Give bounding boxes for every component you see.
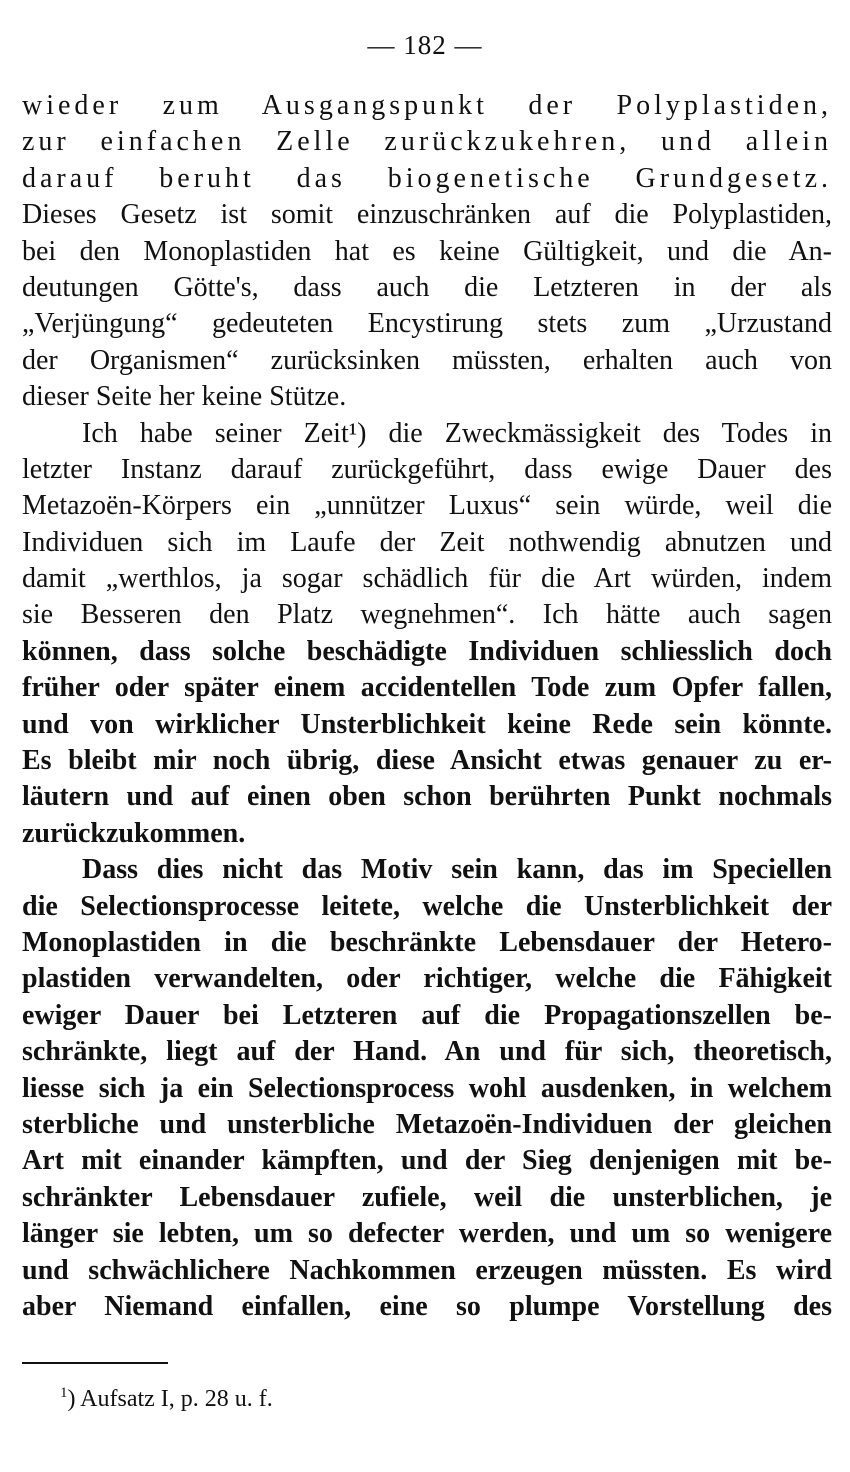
text-line: sie Besseren den Platz wegnehmen“. Ich hätte auch sagen (22, 599, 832, 631)
text-line: Metazoën-Körpers ein „unnützer Luxus“ sein würde, weil die (22, 490, 832, 522)
text-line: wieder zum Ausgangspunkt der Polyplastiden, (22, 90, 832, 121)
footnote (60, 1385, 273, 1413)
text-line: liesse sich ja ein Selectionsprocess wohl ausdenken, in welchem (22, 1072, 832, 1104)
text-line: letzter Instanz darauf zurückgeführt, dass ewige Dauer des (22, 453, 832, 485)
text-line: Dieses Gesetz ist somit einzuschränken auf die Polyplastiden, (22, 199, 832, 231)
text-line: schränkter Lebensdauer zufiele, weil die unsterblichen, je (22, 1181, 832, 1213)
text-line: länger sie lebten, um so defecter werden, und um so wenigere (22, 1218, 832, 1250)
text-line: Monoplastiden in die beschränkte Lebensdauer der Hetero- (22, 926, 832, 958)
text-line: läutern und auf einen oben schon berührten Punkt nochmals (22, 781, 832, 813)
text-line: Art mit einander kämpften, und der Sieg denjenigen mit be- (22, 1145, 832, 1177)
text-line: damit „werthlos, ja sogar schädlich für die Art würden, indem (22, 563, 832, 595)
text-line: dieser Seite her keine Stütze. (22, 381, 347, 413)
page-number: — 182 — (367, 30, 483, 60)
text-line: früher oder später einem accidentellen Tode zum Opfer fallen, (22, 672, 832, 704)
footnote-text: ) Aufsatz I, p. 28 u. f. (67, 1386, 273, 1412)
footnote-divider (22, 1362, 168, 1364)
text-line: Individuen sich im Laufe der Zeit nothwendig abnutzen und (22, 526, 832, 558)
text-line: Es bleibt mir noch übrig, diese Ansicht etwas genauer zu er- (22, 745, 832, 777)
text-line: zurückzukommen. (22, 817, 246, 849)
text-line: „Verjüngung“ gedeuteten Encystirung stets zum „Urzustand (22, 308, 832, 340)
text-line: plastiden verwandelten, oder richtiger, welche die Fähigkeit (22, 963, 832, 995)
text-line: darauf beruht das biogenetische Grundgesetz. (22, 162, 832, 194)
body-text (22, 88, 832, 1325)
text-line: zur einfachen Zelle zurückzukehren, und allein (22, 126, 832, 158)
text-line: der Organismen“ zurücksinken müssten, erhalten auch von (22, 344, 832, 376)
text-line: und schwächlichere Nachkommen erzeugen müssten. Es wird (22, 1254, 832, 1286)
text-line: Dass dies nicht das Motiv sein kann, das im Speciellen (82, 854, 832, 886)
text-line: sterbliche und unsterbliche Metazoën-Individuen der gleichen (22, 1108, 832, 1140)
text-line: schränkte, liegt auf der Hand. An und für sich, theoretisch, (22, 1036, 832, 1068)
text-line: und von wirklicher Unsterblichkeit keine Rede sein könnte. (22, 708, 832, 740)
text-line: deutungen Götte's, dass auch die Letzteren in der als (22, 271, 832, 303)
text-line: können, dass solche beschädigte Individuen schliesslich doch (22, 635, 832, 667)
text-line: aber Niemand einfallen, eine so plumpe Vorstellung des (22, 1290, 832, 1322)
footnote-marker: 1 (60, 1385, 68, 1401)
text-line: ewiger Dauer bei Letzteren auf die Propagationszellen be- (22, 999, 832, 1031)
text-line: die Selectionsprocesse leitete, welche die Unsterblichkeit der (22, 890, 832, 922)
text-line: Ich habe seiner Zeit¹) die Zweckmässigkeit des Todes in (82, 417, 832, 449)
text-line: bei den Monoplastiden hat es keine Gültigkeit, und die An- (22, 235, 832, 267)
